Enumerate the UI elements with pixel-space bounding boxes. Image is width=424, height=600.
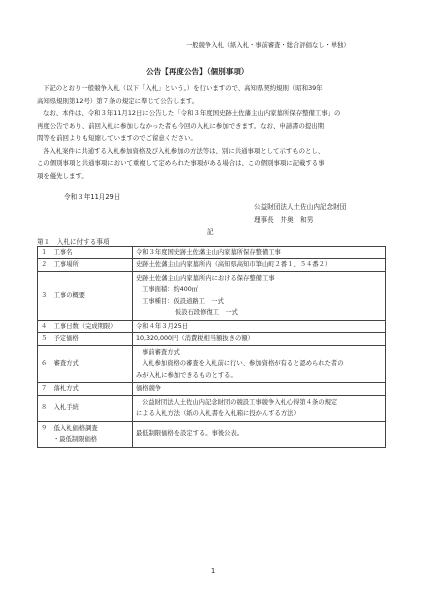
row-value: 史跡土佐藩主山内家墓所内（高知県高知市筆山町２番１、５４番２） <box>133 259 386 271</box>
table-row <box>38 259 386 271</box>
row-value-line: 工事種目：仮設道路工 一式 <box>142 297 224 305</box>
row-label-line: ・最低制限価格 <box>53 436 98 444</box>
row-value <box>133 271 386 320</box>
table-row <box>38 345 386 383</box>
row-value <box>133 395 386 421</box>
table-row <box>38 271 386 320</box>
row-label: ７ 落札方式 <box>38 383 133 395</box>
row-value: 令和３年度国史跡土佐藩主山内家墓所保存整備工事 <box>133 247 386 259</box>
row-value-line: 事前審査方式 <box>142 348 180 356</box>
row-value-line: 史跡土佐藩主山内家墓所内における保存整備工事 <box>136 274 275 282</box>
schedule-table <box>37 246 386 448</box>
director-name: 理事長 井奥 和男 <box>254 216 314 224</box>
row-value <box>133 345 386 383</box>
intro-line: なお、本件は、令和３年11月12日に公告した「令和３年度国史跡土佐藩主山内家墓所保存整備工事」の <box>43 109 341 117</box>
intro-line: 下記のとおり一般競争入札（以下「入札」という。）を行いますので、高知県契約規則（昭和39年 <box>43 84 323 92</box>
intro-line: 高知県規則第12号）第７条の規定に準じて公告します。 <box>37 96 198 105</box>
row-value-line: 公益財団法人土佐山内記念財団の競設工事競争入札心得第４条の規定 <box>142 398 338 406</box>
table-row <box>38 421 386 447</box>
row-label: １ 工事名 <box>38 247 133 259</box>
intro-line: この個別事項と共通事項において重複して定められた事項がある場合は、この個別事項に記載する事 <box>37 159 325 167</box>
intro-line: 項を優先します。 <box>37 171 88 180</box>
row-value: 最低制限価格を設定する。事後公表。 <box>133 421 386 447</box>
row-value-line: 入札参加資格の審査を入札前に行い、参加資格が有ると認められた者の <box>142 360 344 368</box>
row-label: ４ 工事日数（完成期限） <box>38 320 133 332</box>
table-row <box>38 383 386 395</box>
page-number: 1 <box>211 567 216 575</box>
row-value: 価格競争 <box>133 383 386 395</box>
row-label: ５ 予定価格 <box>38 333 133 345</box>
row-label: ３ 工事の概要 <box>38 271 133 320</box>
table-row <box>38 395 386 421</box>
intro-line: 各入札案件に共通する入札参加資格及び入札参加の方法等は、別に共通事項として示すものとし、 <box>43 146 325 155</box>
section-title: 第１ 入札に付する事項 <box>37 238 110 246</box>
document-title: 公告【再度公告】（個別事項） <box>146 67 249 76</box>
row-value-line: 仮設石段修復工 一式 <box>175 309 238 317</box>
row-value: 令和４年３月25日 <box>133 320 386 332</box>
intro-line: 間等を前回よりも短縮していますのでご留意ください。 <box>37 134 197 142</box>
row-label: ８ 入札手続 <box>38 395 133 421</box>
row-label <box>38 421 133 447</box>
table-row <box>38 247 386 259</box>
table-row <box>38 333 386 345</box>
row-value-line: による入札方法（紙の入札書を入札箱に投かんする方法） <box>136 410 300 418</box>
row-label-line: ９ 低入札価格調査 <box>41 424 98 432</box>
intro-paragraph <box>37 82 340 182</box>
row-value-line: みが入札に参加できるものとする。 <box>136 371 237 379</box>
row-value-line: 工事面積：約400㎡ <box>142 286 199 294</box>
table-row <box>38 320 386 332</box>
organization-name: 公益財団法人土佐山内記念財団 <box>254 203 347 211</box>
notice-date: 令和３年11月29日 <box>64 193 121 201</box>
row-label: ２ 工事場所 <box>38 259 133 271</box>
row-label: ６ 審査方式 <box>38 345 133 383</box>
header-note: 一般競争入札（紙入札・事前審査・総合評価なし・単独） <box>186 42 350 49</box>
ki-heading: 記 <box>207 228 214 236</box>
intro-line: 再度公告であり、前回入札に参加しなかった者も今回の入札に参加できます。なお、申請書の提出期 <box>37 121 325 130</box>
row-value: 10,320,000円（消費税相当額抜きの額） <box>133 333 386 345</box>
